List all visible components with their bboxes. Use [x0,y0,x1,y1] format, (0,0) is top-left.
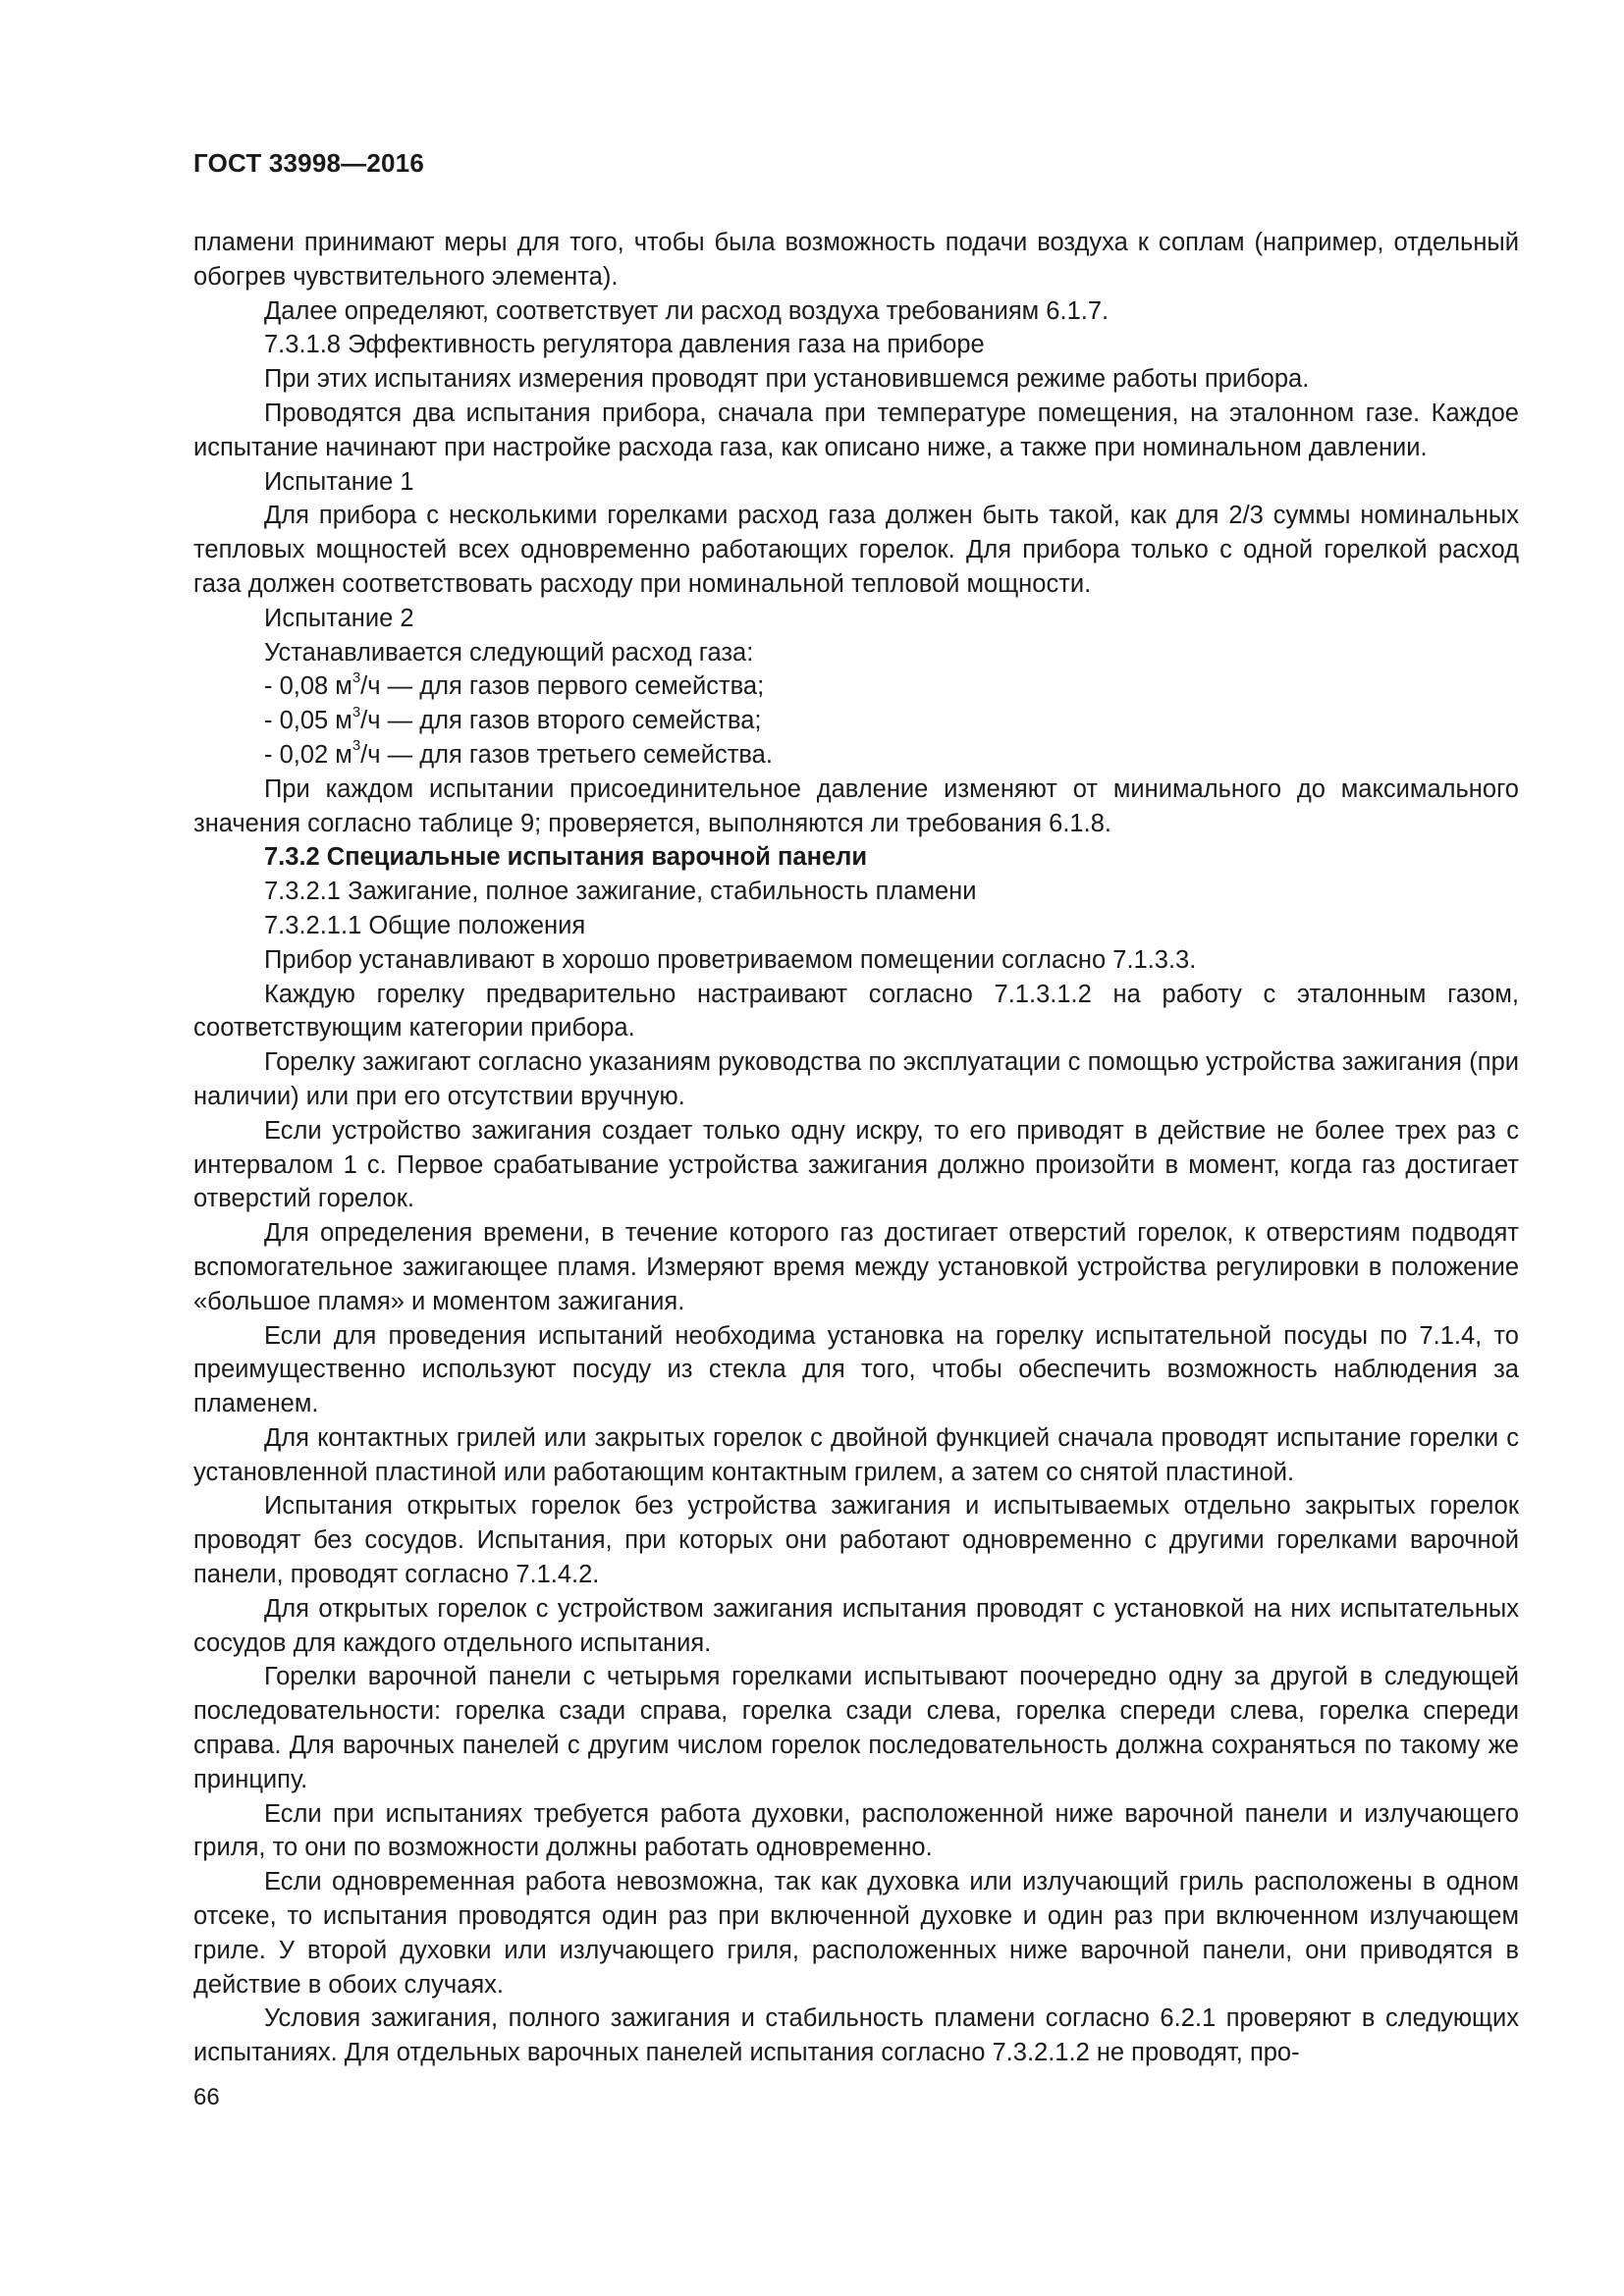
paragraph: Условия зажигания, полного зажигания и стабильность пламени согласно 6.2.1 проверяют в следующих испытаниях. Для отдельных варочных панелей испытания согласно 7.3.2.1.2 не проводят, про- [193,2004,1519,2067]
paragraph: Если для проведения испытаний необходима установка на горелку испытательной посуды по 7.1.4, то преимущественно используют посуду из стекла для того, чтобы обеспечить возможность наблюдения за пламенем. [193,1321,1519,1418]
paragraph: Каждую горелку предварительно настраивают согласно 7.1.3.1.2 на работу с эталонным газом, соответствующим категории прибора. [193,980,1519,1042]
paragraph: Прибор устанавливают в хорошо проветриваемом помещении согласно 7.1.3.3. [264,945,1197,974]
paragraph: Если устройство зажигания создает только одну искру, то его приводят в действие не более трех раз с интервалом 1 с. Первое срабатывание устройства зажигания должно произойти в момент, когда газ достигает отверстий горелок. [193,1116,1519,1213]
list-item: - 0,05 $м^3/ч$ — для газов второго семейства; [264,703,762,735]
paragraph: пламени принимают меры для того, чтобы была возможность подачи воздуха к соплам (например, отдельный обогрев чувствительного элемента). [193,229,1519,291]
page-number: 66 [193,2084,220,2110]
paragraph: Если одновременная работа невозможна, так как духовка или излучающий гриль расположены в одном отсеке, то испытания проводятся один раз при включенной духовке и один раз при включенном излучающем гриле. У второй духовки или излучающего гриля, расположенных ниже варочной панели, они приводятся в действие в обоих случаях. [193,1868,1519,1999]
paragraph: Горелки варочной панели с четырьмя горелками испытывают поочередно одну за другой в следующей последовательности: горелка сзади справа, горелка сзади слева, горелка спереди слева, горелка спереди справа. Для варочных панелей с другим числом горелок последовательность должна сохраняться по такому же принципу. [193,1663,1519,1793]
clause-heading: 7.3.2.1.1 Общие положения [264,911,586,939]
paragraph: Если при испытаниях требуется работа духовки, расположенной ниже варочной панели и излучающего гриля, то они по возможности должны работать одновременно. [193,1799,1519,1862]
paragraph: Далее определяют, соответствует ли расход воздуха требованиям 6.1.7. [264,296,1110,325]
paragraph: Для открытых горелок с устройством зажигания испытания проводят с установкой на них испытательных сосудов для каждого отдельного испытания. [193,1594,1519,1657]
list-item: - 0,08 $м^3/ч$ — для газов первого семейства; [264,668,765,701]
paragraph: Для определения времени, в течение которого газ достигает отверстий горелок, к отверстиям подводят вспомогательное зажигающее пламя. Измеряют время между установкой устройства регулировки в положение «большое пламя» и моментом зажигания. [193,1219,1519,1315]
paragraph: Испытания открытых горелок без устройства зажигания и испытываемых отдельно закрытых горелок проводят без сосудов. Испытания, при которых они работают одновременно с другими горелками варочной панели, проводят согласно 7.1.4.2. [193,1492,1519,1589]
paragraph: Устанавливается следующий расход газа: [264,638,754,667]
paragraph: Для контактных грилей или закрытых горелок с двойной функцией сначала проводят испытание горелки с установленной пластиной или работающим контактным грилем, а затем со снятой пластиной. [193,1423,1519,1486]
document-body [193,226,1519,2070]
paragraph: Для прибора с несколькими горелками расход газа должен быть такой, как для 2/3 суммы номинальных тепловых мощностей всех одновременно работающих горелок. Для прибора только с одной горелкой расход газа должен соответствовать расходу при номинальной тепловой мощности. [193,502,1519,598]
paragraph: Горелку зажигают согласно указаниям руководства по эксплуатации с помощью устройства зажигания (при наличии) или при его отсутствии вручную. [193,1048,1519,1110]
list-item: - 0,02 $м^3/ч$ — для газов третьего семейства. [264,737,773,769]
clause-heading: 7.3.2.1 Зажигание, полное зажигание, стабильность пламени [264,878,977,906]
paragraph: Проводятся два испытания прибора, сначала при температуре помещения, на эталонном газе. Каждое испытание начинают при настройке расхода газа, как описано ниже, а также при номинальном давлении. [193,399,1519,461]
test-label: Испытание 2 [264,604,414,632]
test-label: Испытание 1 [264,467,414,496]
section-heading: 7.3.2 Специальные испытания варочной панели [264,843,868,872]
clause-heading: 7.3.1.8 Эффективность регулятора давления газа на приборе [264,331,985,359]
paragraph: При каждом испытании присоединительное давление изменяют от минимального до максимального значения согласно таблице 9; проверяется, выполняются ли требования 6.1.8. [193,774,1519,837]
document-header: ГОСТ 33998—2016 [193,148,424,178]
paragraph: При этих испытаниях измерения проводят при установившемся режиме работы прибора. [264,365,1310,394]
